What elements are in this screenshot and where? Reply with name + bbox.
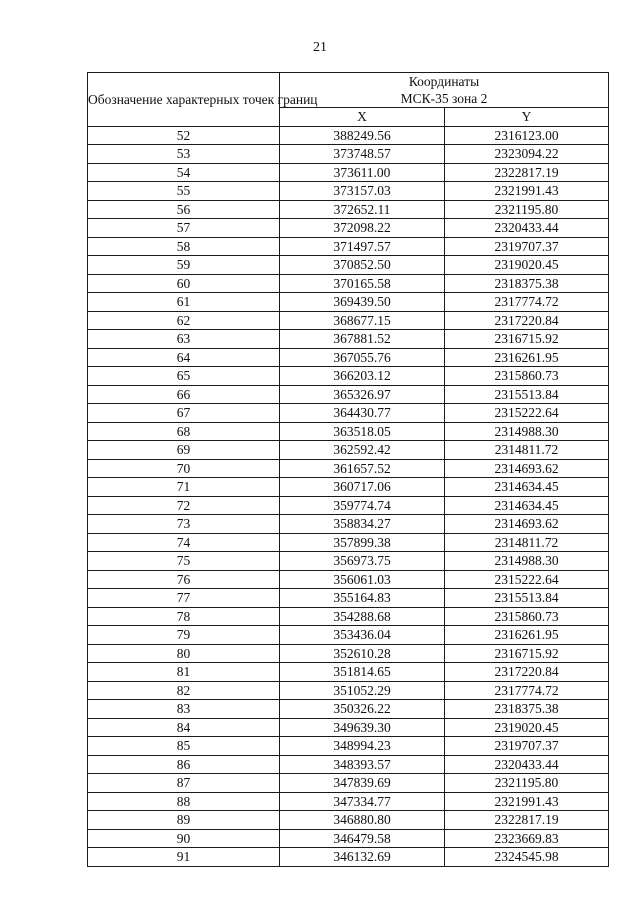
point-number-cell: 84 (88, 718, 280, 737)
point-number-cell: 91 (88, 848, 280, 867)
table-row (88, 737, 609, 756)
x-coordinate-cell: 355164.83 (280, 589, 445, 608)
x-coordinate-cell: 365326.97 (280, 385, 445, 404)
x-column-header: X (280, 108, 445, 127)
y-coordinate-cell: 2315222.64 (445, 404, 609, 423)
y-coordinate-cell: 2315222.64 (445, 570, 609, 589)
table-row (88, 441, 609, 460)
x-coordinate-cell: 370852.50 (280, 256, 445, 275)
x-coordinate-cell: 372652.11 (280, 200, 445, 219)
x-coordinate-cell: 349639.30 (280, 718, 445, 737)
y-coordinate-cell: 2316715.92 (445, 644, 609, 663)
point-number-cell: 63 (88, 330, 280, 349)
y-coordinate-cell: 2316715.92 (445, 330, 609, 349)
x-coordinate-cell: 346132.69 (280, 848, 445, 867)
x-coordinate-cell: 351814.65 (280, 663, 445, 682)
point-number-cell: 67 (88, 404, 280, 423)
table-row (88, 348, 609, 367)
y-coordinate-cell: 2320433.44 (445, 755, 609, 774)
y-coordinate-cell: 2314988.30 (445, 552, 609, 571)
y-coordinate-cell: 2322817.19 (445, 811, 609, 830)
table-row (88, 200, 609, 219)
x-coordinate-cell: 356061.03 (280, 570, 445, 589)
table-row (88, 385, 609, 404)
point-number-cell: 57 (88, 219, 280, 238)
coordinates-header-system: МСК-35 зона 2 (400, 91, 488, 106)
point-number-cell: 77 (88, 589, 280, 608)
x-coordinate-cell: 366203.12 (280, 367, 445, 386)
y-coordinate-cell: 2317774.72 (445, 681, 609, 700)
point-number-cell: 56 (88, 200, 280, 219)
y-coordinate-cell: 2314988.30 (445, 422, 609, 441)
table-row (88, 607, 609, 626)
point-number-cell: 80 (88, 644, 280, 663)
x-coordinate-cell: 373611.00 (280, 163, 445, 182)
page-number: 21 (313, 40, 327, 55)
x-coordinate-cell: 367055.76 (280, 348, 445, 367)
x-coordinate-cell: 363518.05 (280, 422, 445, 441)
x-coordinate-cell: 358834.27 (280, 515, 445, 534)
x-coordinate-cell: 364430.77 (280, 404, 445, 423)
table-row (88, 644, 609, 663)
y-coordinate-cell: 2315513.84 (445, 385, 609, 404)
table-row (88, 163, 609, 182)
y-coordinate-cell: 2318375.38 (445, 700, 609, 719)
table-row (88, 589, 609, 608)
table-row (88, 237, 609, 256)
coordinates-header-title: Координаты (408, 74, 480, 89)
y-column-header: Y (445, 108, 609, 127)
point-number-cell: 62 (88, 311, 280, 330)
y-coordinate-cell: 2318375.38 (445, 274, 609, 293)
y-coordinate-cell: 2317774.72 (445, 293, 609, 312)
x-coordinate-cell: 353436.04 (280, 626, 445, 645)
table-body (88, 126, 609, 866)
y-coordinate-cell: 2319020.45 (445, 256, 609, 275)
table-row (88, 459, 609, 478)
y-coordinate-cell: 2321195.80 (445, 774, 609, 793)
point-number-cell: 61 (88, 293, 280, 312)
table-row (88, 126, 609, 145)
y-coordinate-cell: 2321991.43 (445, 182, 609, 201)
table-row (88, 515, 609, 534)
point-number-cell: 58 (88, 237, 280, 256)
table-row (88, 792, 609, 811)
y-coordinate-cell: 2321991.43 (445, 792, 609, 811)
point-number-cell: 89 (88, 811, 280, 830)
y-coordinate-cell: 2315860.73 (445, 607, 609, 626)
point-number-cell: 86 (88, 755, 280, 774)
x-coordinate-cell: 347334.77 (280, 792, 445, 811)
table-row (88, 478, 609, 497)
point-number-cell: 82 (88, 681, 280, 700)
table-row (88, 681, 609, 700)
point-number-cell: 87 (88, 774, 280, 793)
point-number-cell: 79 (88, 626, 280, 645)
points-column-header: Обозначение характерных точек границ (88, 73, 280, 127)
x-coordinate-cell: 346479.58 (280, 829, 445, 848)
point-number-cell: 78 (88, 607, 280, 626)
coordinates-table (87, 72, 609, 867)
point-number-cell: 88 (88, 792, 280, 811)
y-coordinate-cell: 2323094.22 (445, 145, 609, 164)
y-coordinate-cell: 2314811.72 (445, 441, 609, 460)
table-row (88, 774, 609, 793)
table-row (88, 293, 609, 312)
y-coordinate-cell: 2316261.95 (445, 626, 609, 645)
point-number-cell: 65 (88, 367, 280, 386)
table-row (88, 663, 609, 682)
table-row (88, 311, 609, 330)
table-row (88, 496, 609, 515)
point-number-cell: 68 (88, 422, 280, 441)
table-row (88, 552, 609, 571)
point-number-cell: 53 (88, 145, 280, 164)
table-row (88, 829, 609, 848)
y-coordinate-cell: 2314693.62 (445, 459, 609, 478)
x-coordinate-cell: 373748.57 (280, 145, 445, 164)
y-coordinate-cell: 2316261.95 (445, 348, 609, 367)
x-coordinate-cell: 356973.75 (280, 552, 445, 571)
x-coordinate-cell: 351052.29 (280, 681, 445, 700)
point-number-cell: 54 (88, 163, 280, 182)
y-coordinate-cell: 2322817.19 (445, 163, 609, 182)
y-coordinate-cell: 2324545.98 (445, 848, 609, 867)
point-number-cell: 73 (88, 515, 280, 534)
header-row-top (88, 73, 609, 108)
x-coordinate-cell: 367881.52 (280, 330, 445, 349)
x-coordinate-cell: 357899.38 (280, 533, 445, 552)
table-row (88, 330, 609, 349)
x-coordinate-cell: 373157.03 (280, 182, 445, 201)
x-coordinate-cell: 359774.74 (280, 496, 445, 515)
point-number-cell: 83 (88, 700, 280, 719)
x-coordinate-cell: 372098.22 (280, 219, 445, 238)
table-row (88, 404, 609, 423)
point-number-cell: 75 (88, 552, 280, 571)
table-row (88, 755, 609, 774)
point-number-cell: 60 (88, 274, 280, 293)
point-number-cell: 72 (88, 496, 280, 515)
x-coordinate-cell: 362592.42 (280, 441, 445, 460)
table-row (88, 718, 609, 737)
x-coordinate-cell: 348393.57 (280, 755, 445, 774)
point-number-cell: 70 (88, 459, 280, 478)
x-coordinate-cell: 370165.58 (280, 274, 445, 293)
y-coordinate-cell: 2314693.62 (445, 515, 609, 534)
x-coordinate-cell: 346880.80 (280, 811, 445, 830)
y-coordinate-cell: 2315860.73 (445, 367, 609, 386)
point-number-cell: 59 (88, 256, 280, 275)
y-coordinate-cell: 2319707.37 (445, 237, 609, 256)
y-coordinate-cell: 2314634.45 (445, 496, 609, 515)
point-number-cell: 69 (88, 441, 280, 460)
x-coordinate-cell: 388249.56 (280, 126, 445, 145)
table-row (88, 626, 609, 645)
table-row (88, 570, 609, 589)
table-row (88, 145, 609, 164)
x-coordinate-cell: 368677.15 (280, 311, 445, 330)
table-row (88, 219, 609, 238)
x-coordinate-cell: 348994.23 (280, 737, 445, 756)
table-row (88, 533, 609, 552)
y-coordinate-cell: 2315513.84 (445, 589, 609, 608)
y-coordinate-cell: 2319020.45 (445, 718, 609, 737)
point-number-cell: 76 (88, 570, 280, 589)
y-coordinate-cell: 2320433.44 (445, 219, 609, 238)
y-coordinate-cell: 2314634.45 (445, 478, 609, 497)
point-number-cell: 74 (88, 533, 280, 552)
coordinates-header (280, 73, 609, 108)
x-coordinate-cell: 371497.57 (280, 237, 445, 256)
x-coordinate-cell: 369439.50 (280, 293, 445, 312)
table-row (88, 422, 609, 441)
point-number-cell: 55 (88, 182, 280, 201)
point-number-cell: 66 (88, 385, 280, 404)
y-coordinate-cell: 2319707.37 (445, 737, 609, 756)
y-coordinate-cell: 2321195.80 (445, 200, 609, 219)
point-number-cell: 85 (88, 737, 280, 756)
x-coordinate-cell: 360717.06 (280, 478, 445, 497)
table-row (88, 811, 609, 830)
y-coordinate-cell: 2316123.00 (445, 126, 609, 145)
table-header (88, 73, 609, 127)
x-coordinate-cell: 350326.22 (280, 700, 445, 719)
point-number-cell: 64 (88, 348, 280, 367)
y-coordinate-cell: 2317220.84 (445, 663, 609, 682)
table-row (88, 700, 609, 719)
y-coordinate-cell: 2323669.83 (445, 829, 609, 848)
table-row (88, 848, 609, 867)
point-number-cell: 52 (88, 126, 280, 145)
x-coordinate-cell: 352610.28 (280, 644, 445, 663)
point-number-cell: 81 (88, 663, 280, 682)
y-coordinate-cell: 2314811.72 (445, 533, 609, 552)
table-row (88, 182, 609, 201)
x-coordinate-cell: 347839.69 (280, 774, 445, 793)
point-number-cell: 71 (88, 478, 280, 497)
x-coordinate-cell: 354288.68 (280, 607, 445, 626)
y-coordinate-cell: 2317220.84 (445, 311, 609, 330)
point-number-cell: 90 (88, 829, 280, 848)
x-coordinate-cell: 361657.52 (280, 459, 445, 478)
table-row (88, 367, 609, 386)
table-row (88, 274, 609, 293)
table-row (88, 256, 609, 275)
